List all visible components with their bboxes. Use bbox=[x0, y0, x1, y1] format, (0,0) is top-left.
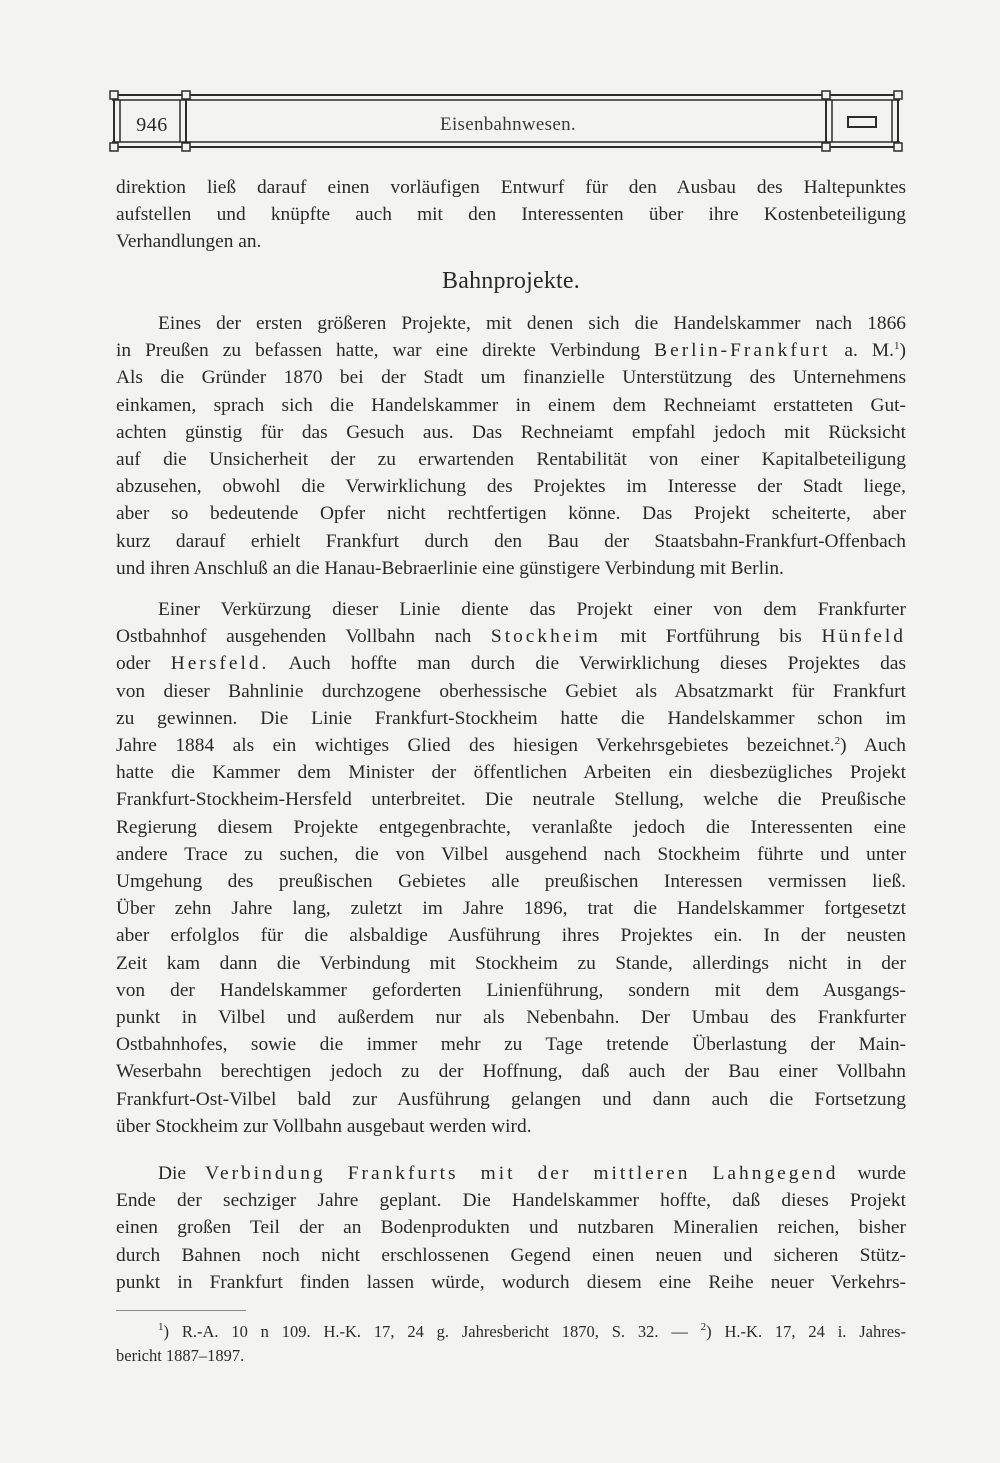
text-line: achten günstig für das Gesuch aus. Das Rechneiamt empfahl jedoch mit Rücksicht bbox=[116, 421, 906, 443]
text-line bbox=[116, 623, 906, 650]
text-line bbox=[116, 650, 906, 677]
section-heading: Bahnprojekte. bbox=[442, 268, 580, 294]
text-line: Zeit kam dann die Verbindung mit Stockheim zu Stande, allerdings nicht in der bbox=[116, 952, 906, 974]
paragraph-stockheim bbox=[116, 596, 906, 1140]
text-line: andere Trace zu suchen, die von Vilbel ausgehend nach Stockheim führte und unter bbox=[116, 843, 906, 865]
footnotes bbox=[116, 1320, 906, 1368]
text-line: hatte die Kammer dem Minister der öffentlichen Arbeiten ein diesbezügliches Projekt bbox=[116, 762, 906, 784]
text-line: aber so bedeutende Opfer nicht rechtfertigen könne. Das Projekt scheiterte, aber bbox=[116, 503, 906, 525]
text-line: von der Handelskammer geforderten Linienführung, sondern mit dem Ausgangs- bbox=[116, 979, 906, 1001]
footnote-line: bericht 1887–1897. bbox=[116, 1346, 245, 1365]
text-run: in Preußen zu befassen hatte, war eine direkte Verbindung bbox=[116, 340, 655, 362]
text-line: einen großen Teil der an Bodenprodukten und nutzbaren Mineralien reichen, bisher bbox=[116, 1217, 906, 1239]
text-run: Die bbox=[158, 1163, 206, 1184]
spaced-term: Stockheim bbox=[490, 626, 601, 648]
text-line: Umgehung des preußischen Gebietes alle preußischen Interessen vermissen ließ. bbox=[116, 871, 906, 893]
text-run: ) bbox=[899, 340, 906, 362]
text-line: Weserbahn berechtigen jedoch zu der Hoffnung, daß auch der Bau einer Vollbahn bbox=[116, 1061, 906, 1083]
page-number: 946 bbox=[136, 114, 168, 136]
text-line: und ihren Anschluß an die Hanau-Bebraerlinie eine günstigere Verbindung mit Berlin. bbox=[116, 557, 784, 579]
text-line: punkt in Vilbel und außerdem nur als Nebenbahn. Der Umbau des Frankfurter bbox=[116, 1007, 906, 1029]
text-line: abzusehen, obwohl die Verwirklichung des Projektes im Interesse der Stadt liege, bbox=[116, 476, 906, 498]
running-title: Eisenbahnwesen. bbox=[440, 114, 576, 135]
text-line: aufstellen und knüpfte auch mit den Interessenten über ihre Kostenbeteiligung bbox=[116, 204, 906, 226]
spaced-term: Hünfeld bbox=[821, 626, 906, 648]
footnote-marker: 1 bbox=[158, 1321, 164, 1333]
spaced-term: Hersfeld. bbox=[170, 653, 270, 675]
text-run: wurde bbox=[838, 1163, 906, 1184]
text-run: Ostbahnhof ausgehenden Vollbahn nach bbox=[116, 626, 491, 648]
text-run: Auch hoffte man durch die Verwirklichung dieses Projektes das bbox=[269, 653, 906, 675]
text-line: einkamen, sprach sich die Handelskammer in einem dem Rechneiamt erstatteten Gut- bbox=[116, 394, 906, 416]
footnote-marker: 2 bbox=[700, 1321, 707, 1333]
text-line: Regierung diesem Projekte entgegenbrachte, veranlaßte jedoch die Interessenten eine bbox=[116, 816, 906, 838]
text-run: Jahre 1884 als ein wichtiges Glied des hiesigen Verkehrsgebietes bezeichnet. bbox=[116, 735, 835, 757]
text-line: durch Bahnen noch nicht erschlossenen Gegend einen neuen und sicheren Stütz- bbox=[116, 1244, 906, 1266]
text-line bbox=[116, 337, 906, 364]
text-line: direktion ließ darauf einen vorläufigen Entwurf für den Ausbau des Haltepunktes bbox=[116, 177, 906, 198]
paragraph-berlin-frankfurt bbox=[116, 310, 906, 582]
text-line: Ende der sechziger Jahre geplant. Die Handelskammer hoffte, daß dieses Projekt bbox=[116, 1190, 906, 1212]
text-line: Eines der ersten größeren Projekte, mit denen sich die Handelskammer nach 1866 bbox=[158, 313, 906, 334]
intro-paragraph bbox=[116, 174, 906, 256]
text-line bbox=[116, 732, 906, 759]
text-line: Über zehn Jahre lang, zuletzt im Jahre 1896, trat die Handelskammer fortgesetzt bbox=[116, 898, 906, 920]
text-line: Einer Verkürzung dieser Linie diente das Projekt einer von dem Frankfurter bbox=[158, 599, 906, 620]
text-line: punkt in Frankfurt finden lassen würde, wodurch diesem eine Reihe neuer Verkehrs- bbox=[116, 1271, 906, 1293]
text-line: auf die Unsicherheit der zu erwartenden Rentabilität von einer Kapitalbeteiligung bbox=[116, 449, 906, 471]
text-line: Verhandlungen an. bbox=[116, 231, 262, 253]
text-line: kurz darauf erhielt Frankfurt durch den Bau der Staatsbahn-Frankfurt-Offenbach bbox=[116, 530, 906, 552]
footnote-text: ) H.-K. 17, 24 i. Jahres- bbox=[706, 1322, 906, 1341]
spaced-term: Berlin-Frankfurt bbox=[654, 340, 831, 362]
text-run: oder bbox=[116, 653, 171, 675]
footnote-divider bbox=[116, 1310, 246, 1311]
text-line: Frankfurt-Stockheim-Hersfeld unterbreitet. Die neutrale Stellung, welche die Preußische bbox=[116, 789, 906, 811]
spaced-term: Verbindung Frankfurts mit der mittleren Lahngegend bbox=[205, 1163, 839, 1184]
text-run: mit Fortführung bis bbox=[600, 626, 822, 648]
paragraph-lahngegend bbox=[116, 1160, 906, 1296]
text-run: ) Auch bbox=[840, 735, 906, 757]
text-line: Frankfurt-Ost-Vilbel bald zur Ausführung gelangen und dann auch die Fortsetzung bbox=[116, 1088, 906, 1110]
footnote-ref: 2 bbox=[834, 735, 841, 748]
text-line: über Stockheim zur Vollbahn ausgebaut werden wird. bbox=[116, 1115, 532, 1137]
footnote-text: ) R.-A. 10 n 109. H.-K. 17, 24 g. Jahresbericht 1870, S. 32. — bbox=[163, 1322, 701, 1341]
footnote-line bbox=[116, 1320, 906, 1344]
text-line bbox=[116, 1160, 906, 1187]
text-line: aber erfolglos für die alsbaldige Ausführung ihres Projektes ein. In der neusten bbox=[116, 925, 906, 947]
text-line: von dieser Bahnlinie durchzogene oberhessische Gebiet als Absatzmarkt für Frankfurt bbox=[116, 680, 906, 702]
text-run: a. M. bbox=[830, 340, 895, 362]
footnote-ref: 1 bbox=[894, 340, 900, 353]
running-header bbox=[108, 90, 904, 152]
text-line: Ostbahnhofes, sowie die immer mehr zu Tage tretende Überlastung der Main- bbox=[116, 1034, 906, 1056]
text-line: Als die Gründer 1870 bei der Stadt um finanzielle Unterstützung des Unternehmens bbox=[116, 367, 906, 389]
text-line: zu gewinnen. Die Linie Frankfurt-Stockheim hatte die Handelskammer schon im bbox=[116, 707, 906, 729]
